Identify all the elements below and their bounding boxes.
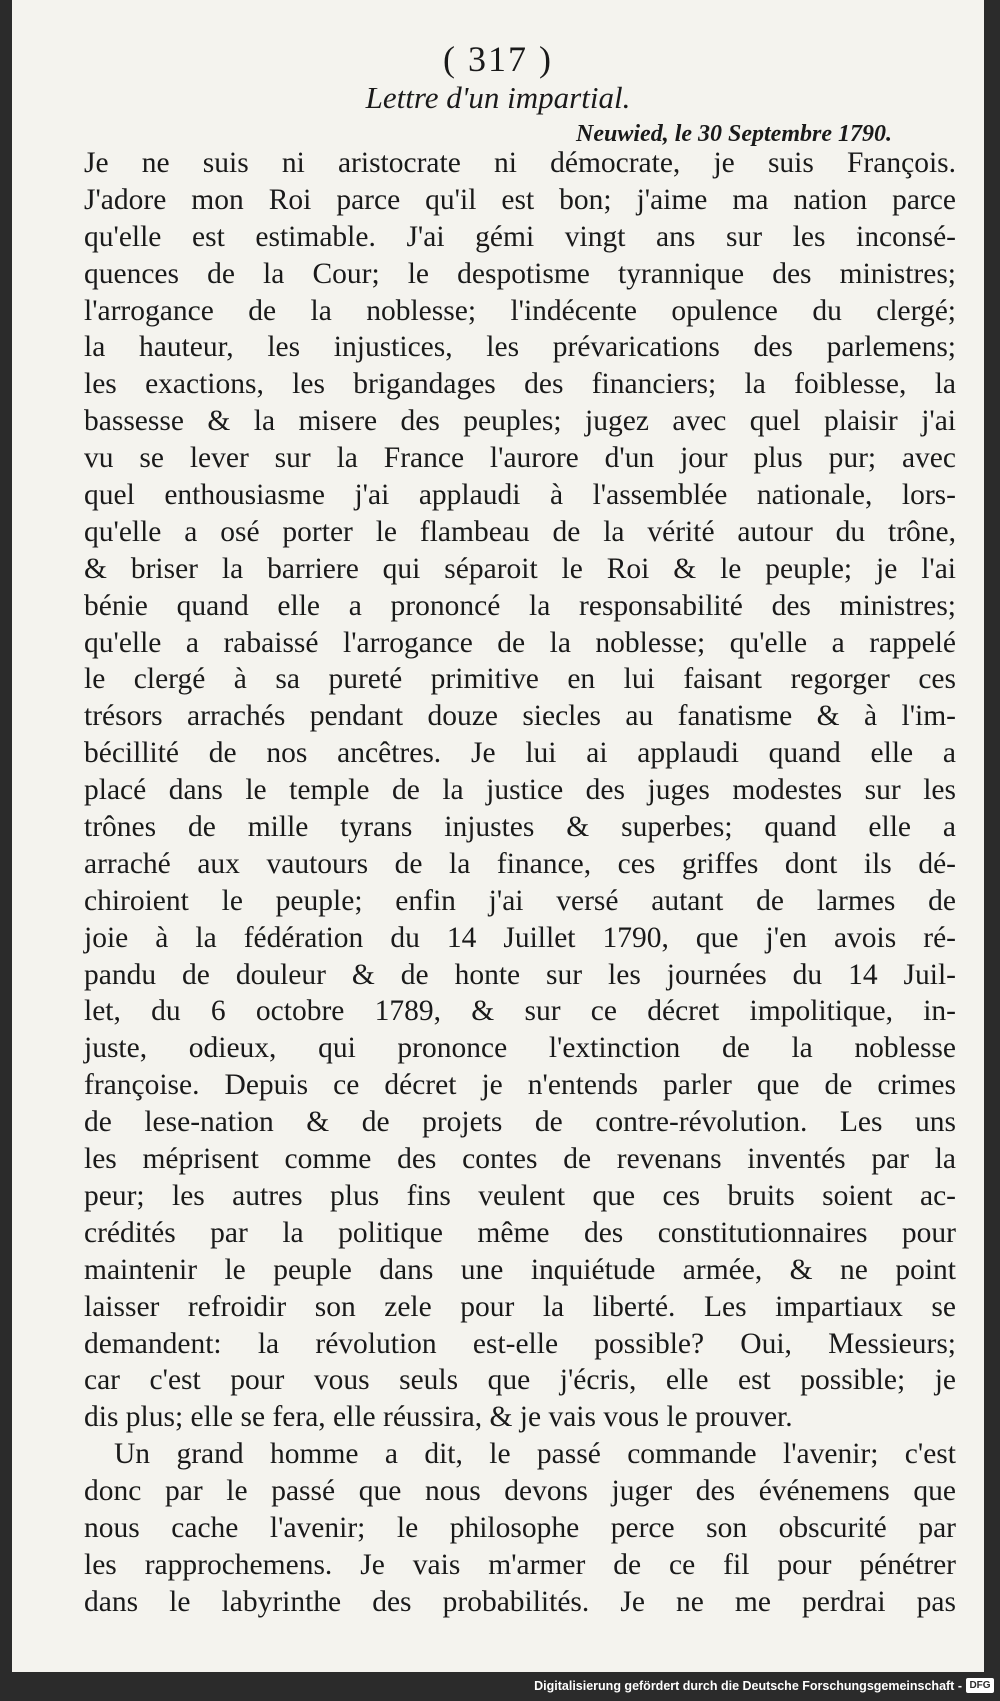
text-line: françoise. Depuis ce décret je n'entends parler que de crimes — [84, 1069, 956, 1102]
text-line: chiroient le peuple; enfin j'ai versé autant de larmes de — [84, 884, 956, 917]
text-line: maintenir le peuple dans une inquiétude armée, & ne point — [84, 1253, 956, 1286]
text-line: car c'est pour vous seuls que j'écris, elle est possible; je — [84, 1364, 956, 1397]
text-line: dis plus; elle se fera, elle réussira, & je vais vous le prouver. — [84, 1401, 793, 1434]
text-line: qu'elle est estimable. J'ai gémi vingt ans sur les inconsé- — [84, 220, 956, 253]
text-line: les exactions, les brigandages des financiers; la foiblesse, la — [84, 368, 956, 401]
text-line: J'adore mon Roi parce qu'il est bon; j'aime ma nation parce — [84, 183, 956, 216]
text-line: Un grand homme a dit, le passé commande l'avenir; c'est — [114, 1438, 956, 1471]
text-line: trônes de mille tyrans injustes & superbes; quand elle a — [84, 811, 956, 844]
text-line: les rapprochemens. Je vais m'armer de ce fil pour pénétrer — [84, 1548, 956, 1581]
text-line: nous cache l'avenir; le philosophe perce son obscurité par — [84, 1511, 956, 1544]
page-number: ( 317 ) — [443, 39, 553, 79]
text-line: bassesse & la misere des peuples; jugez avec quel plaisir j'ai — [84, 405, 956, 438]
text-line: dans le labyrinthe des probabilités. Je ne me perdrai pas — [84, 1585, 956, 1618]
text-line: trésors arrachés pendant douze siecles au fanatisme & à l'im- — [84, 700, 956, 733]
text-line: demandent: la révolution est-elle possible? Oui, Messieurs; — [84, 1327, 956, 1360]
text-line: Je ne suis ni aristocrate ni démocrate, je suis François. — [84, 147, 956, 179]
text-line: bécillité de nos ancêtres. Je lui ai applaudi quand elle a — [84, 737, 956, 770]
text-line: crédités par la politique même des constitutionnaires pour — [84, 1216, 956, 1249]
letter-body — [84, 145, 956, 1621]
text-line: juste, odieux, qui prononce l'extinction de la noblesse — [84, 1032, 956, 1065]
text-line: quences de la Cour; le despotisme tyrannique des ministres; — [84, 257, 956, 290]
text-line: joie à la fédération du 14 Juillet 1790, que j'en avois ré- — [84, 921, 956, 954]
text-line: qu'elle a rabaissé l'arrogance de la noblesse; qu'elle a rappelé — [84, 626, 956, 659]
text-line: la hauteur, les injustices, les prévarications des parlemens; — [84, 331, 956, 364]
dfg-logo-icon — [966, 1678, 994, 1693]
letter-dateline: Neuwied, le 30 Septembre 1790. — [576, 121, 892, 147]
text-line: vu se lever sur la France l'aurore d'un jour plus pur; avec — [84, 442, 956, 475]
text-line: laisser refroidir son zele pour la liberté. Les impartiaux se — [84, 1290, 956, 1323]
text-line: bénie quand elle a prononcé la responsabilité des ministres; — [84, 589, 956, 622]
text-line: le clergé à sa pureté primitive en lui faisant regorger ces — [84, 663, 956, 696]
text-line: let, du 6 octobre 1789, & sur ce décret impolitique, in- — [84, 995, 956, 1028]
text-line: de lese-nation & de projets de contre-révolution. Les uns — [84, 1106, 956, 1139]
footer-credit-text: Digitalisierung gefördert durch die Deutsche Forschungsgemeinschaft - — [534, 1679, 962, 1693]
text-line: quel enthousiasme j'ai applaudi à l'assemblée nationale, lors- — [84, 479, 956, 512]
digitization-footer — [0, 1672, 1000, 1701]
text-line: placé dans le temple de la justice des juges modestes sur les — [84, 774, 956, 807]
text-line: arraché aux vautours de la finance, ces griffes dont ils dé- — [84, 847, 956, 880]
text-line: peur; les autres plus fins veulent que ces bruits soient ac- — [84, 1179, 956, 1212]
text-line: les méprisent comme des contes de revenans inventés par la — [84, 1143, 956, 1176]
letter-title: Lettre d'un impartial. — [365, 80, 631, 115]
text-line: l'arrogance de la noblesse; l'indécente opulence du clergé; — [84, 294, 956, 327]
dfg-logo-label: DFG — [969, 1680, 991, 1691]
text-line: & briser la barriere qui séparoit le Roi & le peuple; je l'ai — [84, 552, 956, 585]
text-line: pandu de douleur & de honte sur les journées du 14 Juil- — [84, 958, 956, 991]
text-line: qu'elle a osé porter le flambeau de la vérité autour du trône, — [84, 515, 956, 548]
scanned-page — [12, 0, 984, 1672]
text-line: donc par le passé que nous devons juger des événemens que — [84, 1475, 956, 1508]
